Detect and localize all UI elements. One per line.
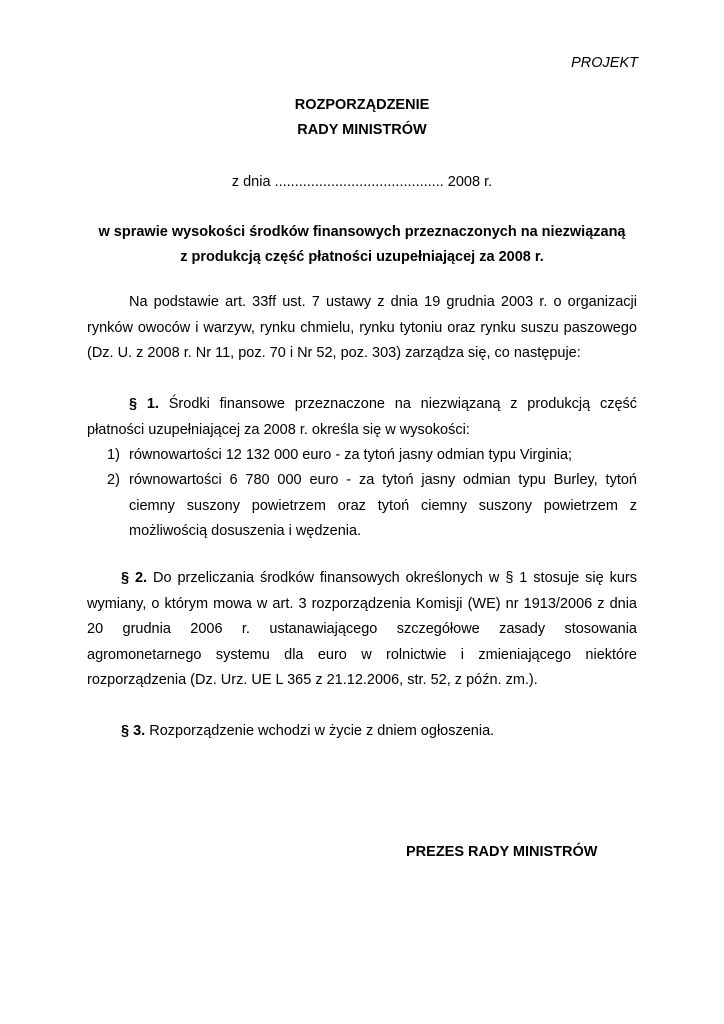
section-3-paragraph [87, 719, 637, 745]
list-item [87, 468, 637, 545]
section-1-line-1: Środki finansowe przeznaczone na niezwiązaną z produkcją część [168, 396, 638, 412]
subject-heading [0, 220, 724, 270]
preamble-paragraph [87, 290, 637, 367]
section-2-line-4: agromonetarnego systemu dla euro w rolnictwie i zmieniającego niektóre [87, 646, 637, 663]
section-2-line-1: Do przeliczania środków finansowych określonych w § 1 stosuje się kurs [153, 570, 638, 586]
section-2-paragraph [87, 566, 637, 694]
document-type-title: ROZPORZĄDZENIE [294, 97, 430, 113]
section-2-line-3: 20 grudnia 2006 r. ustanawiającego szczegółowe zasady stosowania [87, 621, 637, 637]
signature-block: PREZES RADY MINISTRÓW [406, 844, 598, 860]
section-2-line-2: wymiany, o którym mowa w art. 3 rozporządzenia Komisji (WE) nr 1913/2006 z dnia [87, 595, 637, 612]
list-item-text: równowartości 6 780 000 euro - za tytoń jasny odmian typu Burley, tytoń [129, 472, 637, 488]
preamble-line-3: (Dz. U. z 2008 r. Nr 11, poz. 70 i Nr 52, poz. 303) zarządza się, co następuje: [87, 345, 581, 361]
list-item-number: 1) [107, 447, 120, 463]
section-3-text: Rozporządzenie wchodzi w życie z dniem ogłoszenia. [149, 723, 495, 739]
preamble-line-1: Na podstawie art. 33ff ust. 7 ustawy z dnia 19 grudnia 2003 r. o organizacji [129, 294, 637, 310]
section-1-paragraph [87, 392, 637, 443]
list-item-number: 2) [107, 472, 120, 488]
subject-line-1: w sprawie wysokości środków finansowych przeznaczonych na niezwiązaną [98, 224, 626, 240]
section-3-mark: § 3. [121, 723, 146, 739]
section-2-line-5: rozporządzenia (Dz. Urz. UE L 365 z 21.12.2006, str. 52, z późn. zm.). [87, 672, 538, 688]
issuer-title: RADY MINISTRÓW [297, 122, 427, 138]
draft-label: PROJEKT [571, 55, 638, 71]
section-1-line-2: płatności uzupełniającej za 2008 r. określa się w wysokości: [87, 421, 470, 438]
date-line: z dnia .......................................... 2008 r. [231, 174, 493, 190]
list-item-text: równowartości 12 132 000 euro - za tytoń jasny odmian typu Virginia; [129, 447, 573, 463]
section-2-mark: § 2. [121, 570, 148, 586]
section-1-mark: § 1. [129, 396, 159, 412]
preamble-line-2: rynków owoców i warzyw, rynku chmielu, rynku tytoniu oraz rynku suszu paszowego [87, 319, 637, 336]
list-item-text: możliwością dosuszenia i wędzenia. [129, 523, 362, 539]
list-item-text: ciemny suszony powietrzem oraz tytoń ciemny suszony powietrzem z [129, 497, 637, 514]
list-item [87, 443, 637, 469]
subject-line-2: z produkcją część płatności uzupełniającej za 2008 r. [180, 249, 544, 265]
